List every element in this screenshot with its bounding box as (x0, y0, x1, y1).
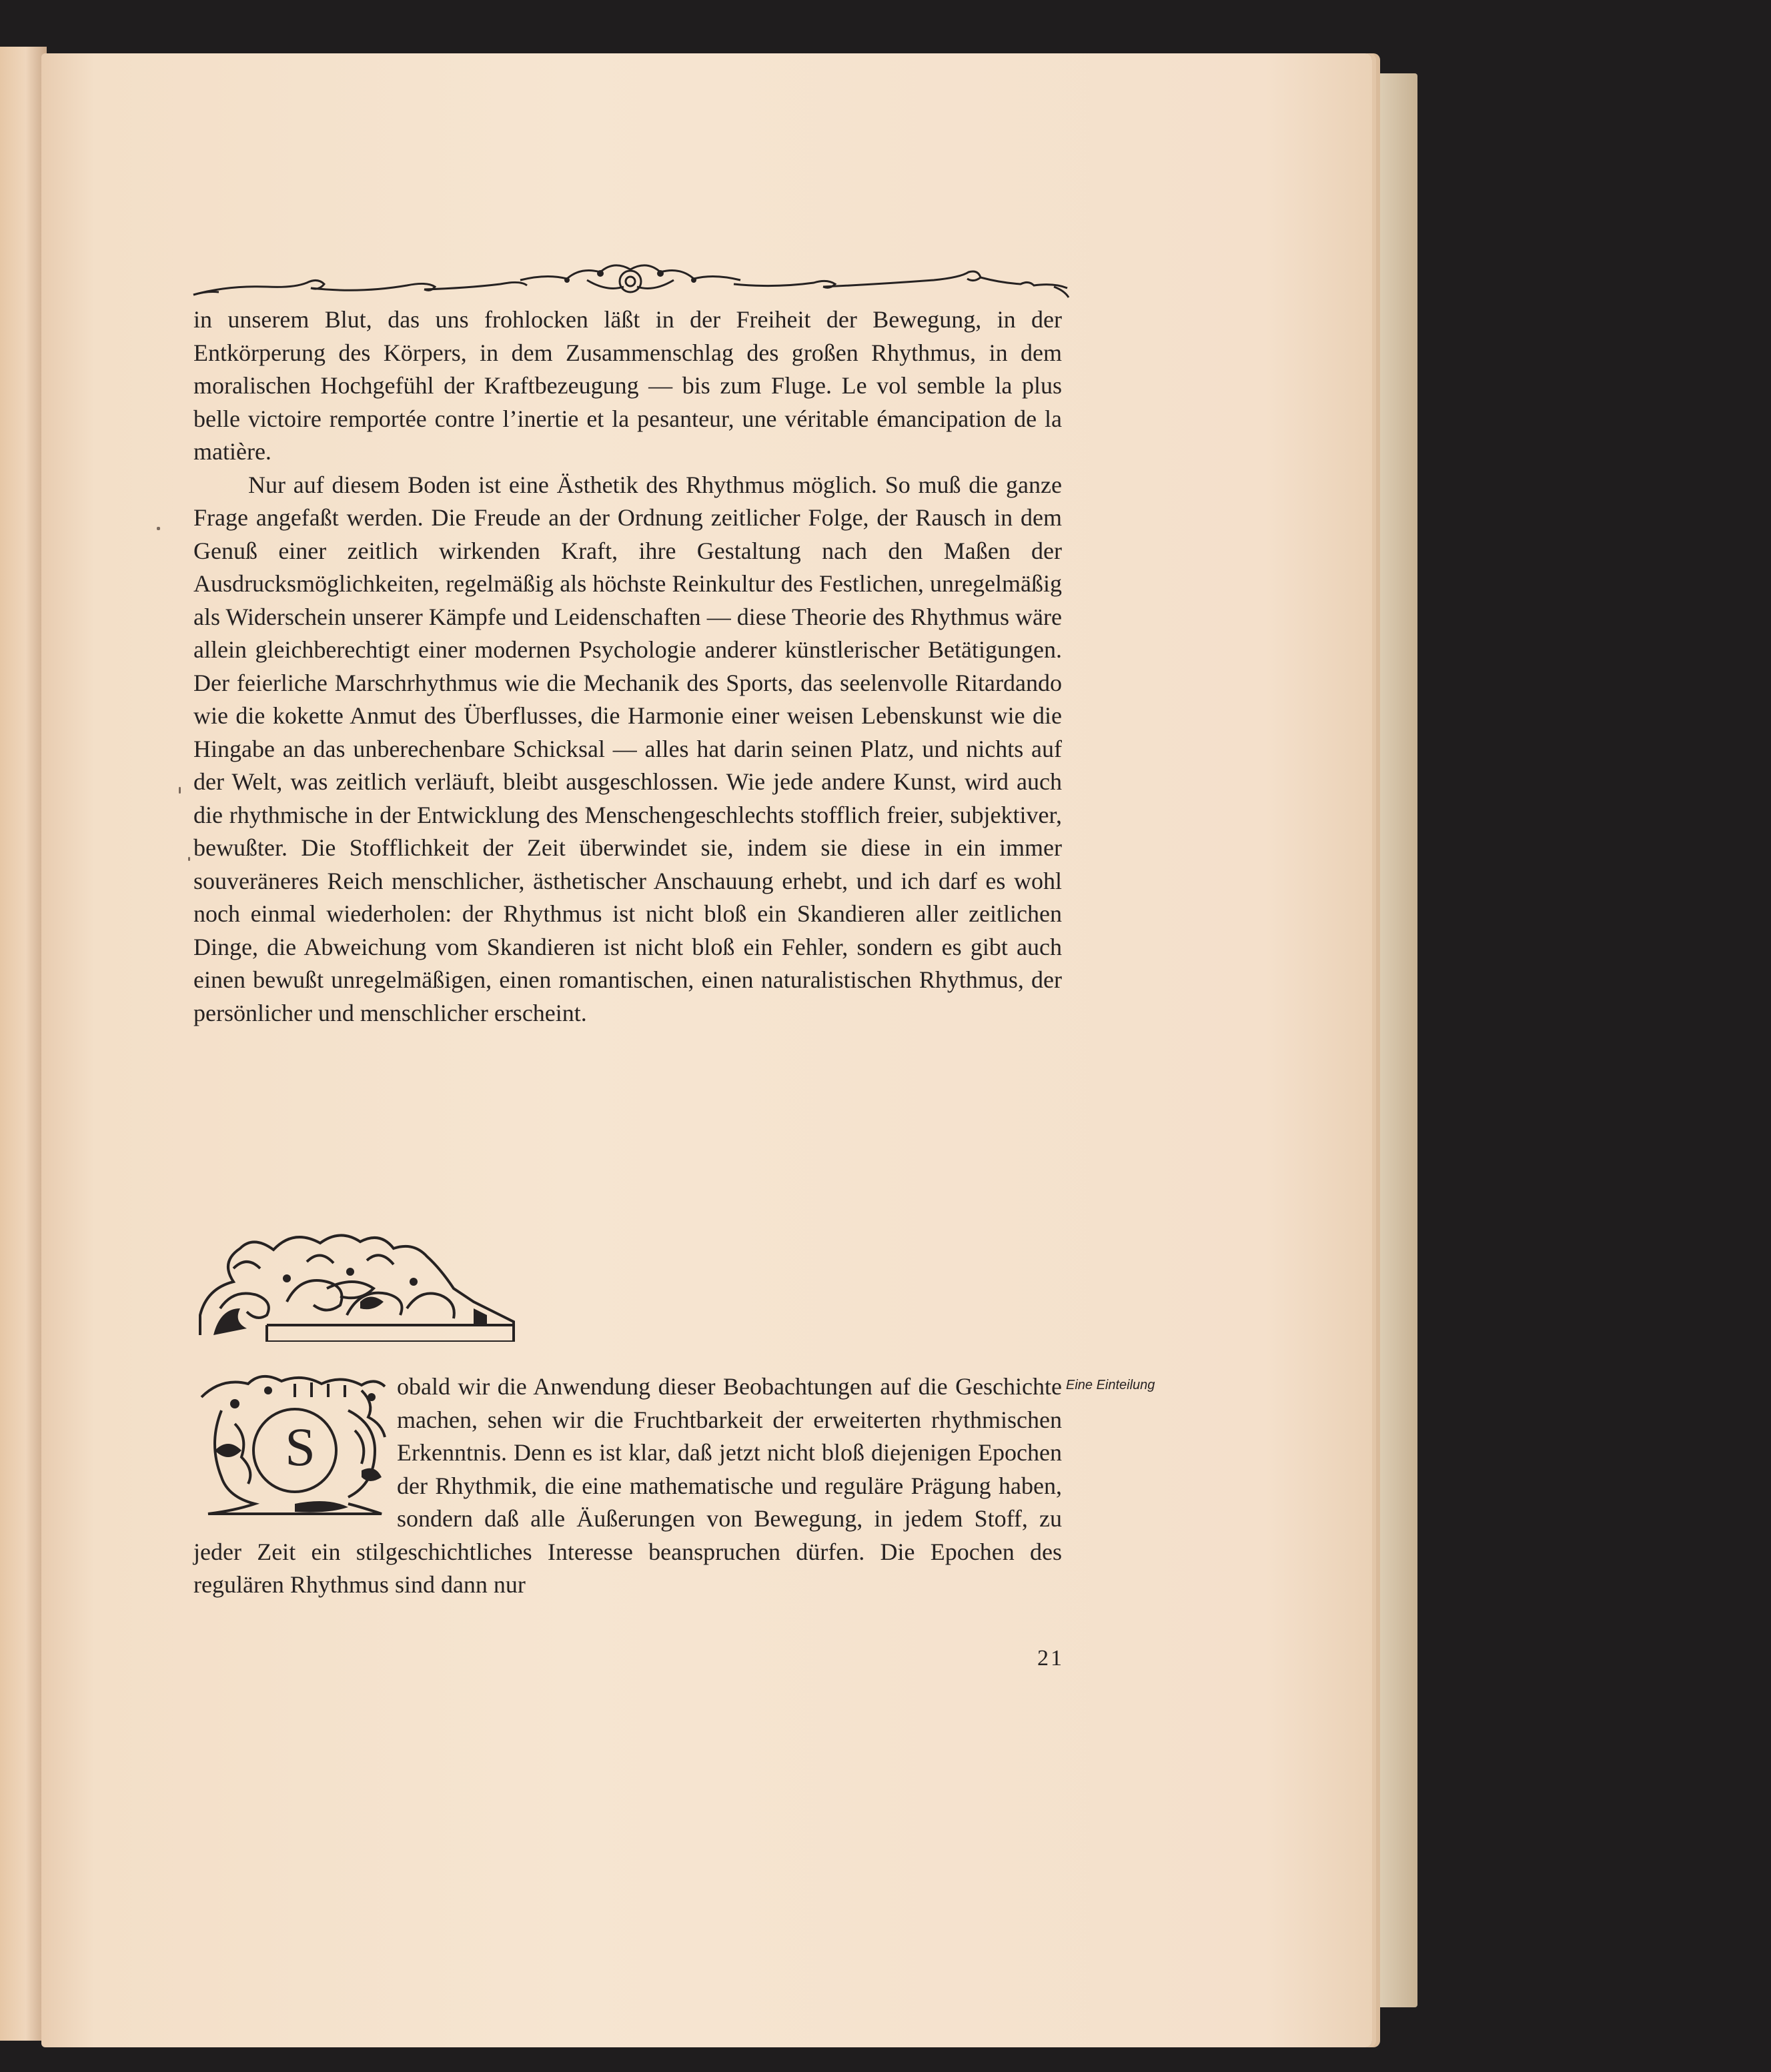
paragraph-1: in unserem Blut, das uns frohlocken läßt in der Freiheit der Bewegung, in der Entkörperung des Körpers, in dem Zusammenschlag des großen Rhythmus, in dem moralischen Hochgefühl der Kraftbezeugung — bis zum Fluge. Le vol semble la plus belle victoire remportée contre l’inertie et la pesanteur, une véritable émancipation de la matière. (193, 306, 1062, 465)
paper-speck (188, 857, 190, 861)
paragraph-2: Nur auf diesem Boden ist eine Ästhetik des Rhythmus möglich. So muß die ganze Frage angefaßt werden. Die Freude an der Ordnung zeitlicher Folge, der Rausch in dem Genuß einer zeitlich wirkenden Kraft, ihre Gestaltung nach den Maßen der Ausdrucksmöglichkeiten, regelmäßig als höchste Reinkultur des Festlichen, unregelmäßig als Widerschein unserer Kämpfe und Leidenschaften — diese Theorie des Rhythmus wäre allein gleichberechtigt einer modernen Psychologie anderer künstlerischer Betätigungen. Der feierliche Marschrhythmus wie die Mechanik des Sports, das seelenvolle Ritardando wie die kokette Anmut des Überflusses, die Harmonie einer weisen Lebenskunst wie die Hingabe an das unberechenbare Schicksal — alles hat darin seinen Platz, und nichts auf der Welt, was zeitlich verläuft, bleibt ausgeschlossen. Wie jede andere Kunst, wird auch die rhythmische in der Entwicklung des Menschengeschlechts stofflich freier, subjektiver, bewußter. Die Stofflichkeit der Zeit überwindet sie, indem sie diese in ein immer souveräneres Reich menschlicher, ästhetischer Anschauung erhebt, und ich darf es wohl noch einmal wiederholen: der Rhythmus ist nicht bloß ein Skandieren aller zeitlichen Dinge, die Abweichung vom Skandieren ist nicht bloß ein Fehler, sondern es gibt auch einen bewußt unregelmäßigen, einen romantischen, einen naturalistischen Rhythmus, der persönlicher und menschlicher erscheint. (193, 471, 1062, 1026)
main-text-block (193, 303, 1062, 1030)
second-text-block (193, 1370, 1062, 1602)
page-number: 21 (1037, 1646, 1064, 1671)
floral-vignette-ornament (193, 1208, 520, 1342)
initial-letter: S (285, 1416, 316, 1477)
paragraph-3: obald wir die Anwendung dieser Beobachtungen auf die Geschichte machen, sehen wir die Fruchtbarkeit der erweiterten rhythmischen Erkenntnis. Denn es ist klar, daß jetzt nicht bloß diejenigen Epochen der Rhythmik, die eine mathematische und reguläre Prägung haben, sondern daß alle Äußerungen von Bewegung, in jedem Stoff, zu jeder Zeit ein stilgeschichtliches Interesse beanspruchen dürfen. Die Epochen des regulären Rhythmus sind dann nur (193, 1373, 1062, 1598)
previous-page-edge (0, 47, 47, 2041)
paper-speck (157, 527, 160, 530)
initial-spacer (193, 1370, 397, 1525)
paper-speck (179, 787, 181, 794)
marginal-note: Eine Einteilung (1066, 1378, 1155, 1392)
scroll-headband-ornament (187, 253, 1074, 307)
